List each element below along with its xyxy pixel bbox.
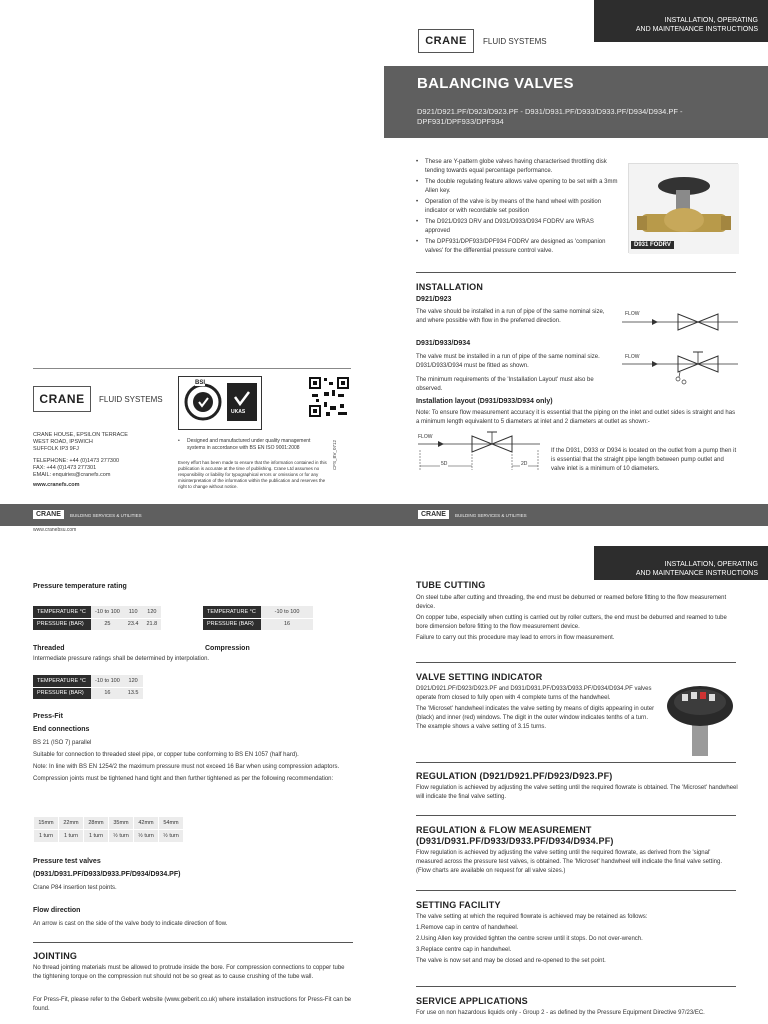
divider [33,942,353,943]
flow-label: FLOW [625,354,640,360]
bsi-label: BSI [195,380,206,386]
sub-d931: D931/D933/D934 [416,340,471,347]
feature-item: • The double regulating feature allows valve opening to be set with a 3mm Allen key. [416,178,620,196]
footer-web-left[interactable]: www.cranebsu.com [33,527,77,533]
qr-code[interactable] [308,376,350,418]
iso-note: • Designed and manufactured under quality management systems in accordance with BS EN ISO 9001:2008 [178,438,330,453]
crane-logo-back: CRANE [33,386,91,412]
back-top-rule [33,368,351,369]
ptv-heading: Pressure test valves [33,858,101,865]
valve-symbol-icon [622,306,742,340]
install-text-1: The valve should be installed in a run of pipe of the same nominal size, and where possible with flow in the preferred direction. [416,309,605,324]
pressure-table-compression: TEMPERATURE °C -10 to 100 PRESSURE (BAR) 16 [203,606,313,630]
crane-logo: CRANE [418,29,474,53]
flow-heading: Flow direction [33,907,81,914]
vsi-heading: VALVE SETTING INDICATOR [416,672,543,682]
banner-line-1: INSTALLATION, OPERATING [664,17,758,24]
layout-diagram-icon [416,428,544,476]
tube-heading: TUBE CUTTING [416,580,486,590]
pressfit-label: Press-Fit [33,713,63,720]
divider [416,890,736,891]
vsi-text: D921/D921.PF/D923/D923.PF and D931/D931.PF/D933/D933.PF/D934/D934.PF valves operate from closed to fully open with 4 complete turns of the handwheel. The 'Microset' handwheel indicates the valve setting by means of digits appearing in outer (black) and inner (red) windows. The digit in the outer window indicates tenths of a turn. The example shows a valve setting of 3.15 turns. [416,686,655,730]
qr-code-icon [308,376,350,418]
install-text-2a: The valve must be installed in a run of pipe of the same nominal size. D931/D933/D934 must be fitted as shown. [416,354,600,369]
feature-item: • Operation of the valve is by means of the hand wheel with position indicator or with recordable set position [416,198,620,216]
page-title: BALANCING VALVES [417,75,574,92]
brand-sub: FLUID SYSTEMS [483,37,547,46]
divider [416,662,736,663]
cert-logos [178,376,262,430]
regfm-text: Flow regulation is achieved by adjusting the valve setting until the required flowrate, as derived from the 'signal' measured across the pressure test valves, is obtained. The 'Microset' handwheel will indicate the final valve setting. (Flow charts are available on request for all valve sizes.) [416,850,723,874]
end-conn-text: BS 21 (ISO 7) parallel Suitable for connection to threaded steel pipe, or copper tube conforming to BS EN 1057 (half hard). Note: In line with BS EN 1254/2 the maximum pressure must not exceed 16 Bar when using compression adaptors. Compression joints must be tightened hand tight and then further tightened as per the following recommendation: [33,740,340,782]
install-text-2b: The minimum requirements of the 'Installation Layout' must also be observed. [416,377,594,392]
layout-note: Note: To ensure flow measurement accuracy it is essential that the piping on the inlet and outlet sides is straight and has a minimum length equivalent to 5 diameters at inlet and 2 diameters at outlet as shown:- [416,410,736,425]
tube-text: On steel tube after cutting and threading, the end must be deburred or reamed before fitting to the flow measurement device. On copper tube, especially when cutting is carried out by roller cutters, the end must be deburred and reamed to tube bore dimension before fitting to the flow measurement device. Failure to carry out this procedure may lead to errors in flow measurement. [416,595,727,641]
title-block [384,66,768,138]
tightening-table: 15mm 22mm 28mm 35mm 42mm 54mm 1 turn 1 turn 1 turn ½ turn ½ turn ½ turn [33,816,184,843]
installation-heading: INSTALLATION [416,282,484,292]
feature-item: • These are Y-pattern globe valves having characterised throttling disk tending towards equal percentage performance. [416,158,620,176]
footer-tag-left: BUILDING SERVICES & UTILITIES [70,513,142,518]
divider [416,762,736,763]
regulation-text: Flow regulation is achieved by adjusting the valve setting until the required flowrate is obtained. The 'Microset' handwheel will indicate the final valve setting. [416,785,738,800]
feature-item: • The D921/D923 DRV and D931/D933/D934 FODRV are WRAS approved [416,218,620,236]
sub-d921: D921/D923 [416,296,452,303]
flow-label: FLOW [418,434,433,440]
dim-5d: 5D [441,461,448,467]
flow-label: FLOW [625,311,640,317]
photo-label: D931 FODRV [631,241,674,249]
setting-text: The valve setting at which the required flowrate is achieved may be retained as follows: 1.Remove cap in centre of handwheel. 2.Using Allen key provided tighten the centre screw until it stops. Do not over-wrench. 3.Replace centre cap in handwheel. The valve is now set and may be closed and re-opened to the set point. [416,914,648,964]
ptr-heading: Pressure temperature rating [33,583,127,590]
pressure-table-pressfit: TEMPERATURE °C -10 to 100 120 PRESSURE (BAR) 16 13.5 [33,675,143,699]
top-banner [594,0,768,42]
end-conn-heading: End connections [33,726,90,733]
divider [416,986,736,987]
footer-tag-right: BUILDING SERVICES & UTILITIES [455,513,527,518]
service-heading: SERVICE APPLICATIONS [416,996,528,1006]
layout-heading: Installation layout (D931/D933/D934 only) [416,398,553,405]
flow-text: An arrow is cast on the side of the valve body to indicate direction of flow. [33,921,228,927]
footer-logo-right: CRANE [418,510,449,519]
ptv-text: Crane P84 insertion test points. [33,885,117,891]
service-text: For use on non hazardous liquids only - Group 2 - as defined by the Pressure Equipment Directive 97/23/EC. [416,1010,705,1016]
jointing-text-2: For Press-Fit, please refer to the Geberit website (www.geberit.co.uk) where installation instructions for Press-Fit can be found. [33,997,352,1012]
side-code: CFS_BV_0712 [332,439,337,470]
valve-test-points-icon [622,350,742,388]
flow-diagram-1 [622,306,742,340]
handwheel-icon [664,676,736,758]
jointing-text: No thread jointing materials must be allowed to protrude inside the bore. For compression connections to copper tube the tightening torque on the compression nut should not be so great as to cause crushing of the tube wall. [33,965,345,980]
flow-diagram-2 [622,350,742,388]
compression-label: Compression [205,645,250,652]
bottom-banner: INSTALLATION, OPERATING AND MAINTENANCE INSTRUCTIONS [594,546,768,580]
valve-photo [628,163,738,253]
layout-diagram [416,428,544,476]
interp-note: Intermediate pressure ratings shall be determined by interpolation. [33,656,210,662]
divider [416,815,736,816]
regfm-heading: REGULATION & FLOW MEASUREMENT (D931/D931.PF/D933/D933.PF/D934/D934.PF) [416,825,614,846]
handwheel-image [664,676,736,758]
jointing-heading: JOINTING [33,951,78,961]
brand-sub-back: FLUID SYSTEMS [99,395,163,404]
threaded-label: Threaded [33,645,65,652]
website[interactable]: www.cranefs.com [33,482,80,488]
model-list: D921/D921.PF/D923/D923.PF - D931/D931.PF/D933/D933.PF/D934/D934.PF - DPF931/DPF933/DPF934 [417,107,683,126]
divider [416,272,736,273]
banner-line-2: AND MAINTENANCE INSTRUCTIONS [635,26,758,33]
pressure-table-threaded: TEMPERATURE °C -10 to 100 110 120 PRESSURE (BAR) 25 23.4 21.8 [33,606,161,630]
footer-logo-left: CRANE [33,510,64,519]
dim-2d: 2D [521,461,528,467]
disclaimer: Every effort has been made to ensure that the information contained in this publication is accurate at the time of publishing. Crane Ltd assumes no responsibility or liability for typographical errors or omissions or for any misinterpretation of the information within the publication and reserves the right to change without notice. [178,460,327,489]
setting-heading: SETTING FACILITY [416,900,501,910]
ukas-label: UKAS [231,409,246,415]
ptv-models: (D931/D931.PF/D933/D933.PF/D934/D934.PF) [33,871,181,878]
feature-item: • The DPF931/DPF933/DPF934 FODRV are designed as 'companion valves' for the differential pressure control valve. [416,238,620,256]
pump-note: If the D931, D933 or D934 is located on the outlet from a pump then it is essential that the straight pipe length between pump outlet and valve inlet is a minimum of 10 diameters. [551,448,737,472]
bsi-ukas-icon [179,377,263,431]
address-block: CRANE HOUSE, EPSILON TERRACE WEST ROAD, IPSWICH SUFFOLK IP3 9FJ TELEPHONE: +44 (0)1473 277300 FAX: +44 (0)1473 277301 EMAIL: enquiries@cranefs.com www.cranefs.com [33,432,128,488]
regulation-heading: REGULATION (D921/D921.PF/D923/D923.PF) [416,771,613,781]
feature-list [416,158,620,258]
